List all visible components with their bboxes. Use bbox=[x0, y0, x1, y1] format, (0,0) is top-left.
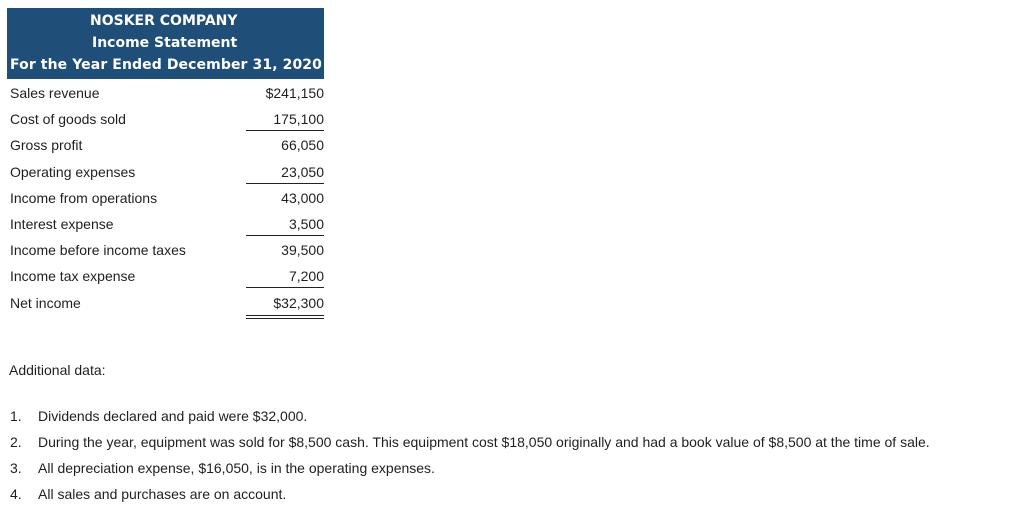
statement-title: Income Statement bbox=[92, 35, 238, 51]
note-item bbox=[10, 485, 930, 511]
row-amount: 66,050 bbox=[281, 137, 324, 154]
row-amount: 39,500 bbox=[281, 242, 324, 259]
statement-header bbox=[7, 8, 324, 79]
row-amount: 23,050 bbox=[281, 163, 324, 180]
additional-data-heading: Additional data: bbox=[9, 362, 106, 378]
note-item bbox=[10, 433, 930, 459]
note-item bbox=[10, 459, 930, 485]
note-number: 3. bbox=[10, 460, 22, 476]
row-label: Gross profit bbox=[10, 137, 83, 154]
statement-row bbox=[7, 131, 324, 157]
row-amount: $32,300 bbox=[273, 294, 324, 311]
note-number: 4. bbox=[10, 486, 22, 502]
note-text: All depreciation expense, $16,050, is in the operating expenses. bbox=[38, 460, 435, 476]
row-amount: 7,200 bbox=[288, 268, 324, 285]
row-amount: 43,000 bbox=[281, 189, 324, 206]
note-text: All sales and purchases are on account. bbox=[38, 486, 287, 502]
row-label: Cost of goods sold bbox=[10, 111, 126, 128]
statement-row bbox=[7, 236, 324, 262]
note-text: Dividends declared and paid were $32,000. bbox=[38, 408, 308, 424]
statement-rows bbox=[7, 79, 324, 315]
income-statement bbox=[7, 8, 324, 315]
statement-period: For the Year Ended December 31, 2020 bbox=[10, 57, 322, 73]
note-number: 1. bbox=[10, 408, 22, 424]
row-label: Interest expense bbox=[10, 215, 114, 232]
note-item bbox=[10, 407, 930, 433]
row-amount: $241,150 bbox=[265, 85, 324, 101]
row-amount: 3,500 bbox=[288, 215, 324, 232]
company-name: NOSKER COMPANY bbox=[90, 13, 238, 29]
row-label: Net income bbox=[10, 294, 81, 311]
statement-row bbox=[7, 105, 324, 131]
note-text: During the year, equipment was sold for $8,500 cash. This equipment cost $18,050 originally and had a book value of $8,500 at the time of sale. bbox=[38, 434, 930, 450]
statement-row bbox=[7, 262, 324, 288]
note-number: 2. bbox=[10, 434, 22, 450]
double-underline-rule bbox=[246, 315, 324, 316]
statement-row bbox=[7, 184, 324, 210]
double-underline-rule bbox=[246, 318, 324, 319]
row-label: Sales revenue bbox=[10, 85, 100, 101]
row-amount: 175,100 bbox=[273, 111, 324, 128]
additional-data-list bbox=[10, 407, 930, 511]
statement-row bbox=[7, 158, 324, 184]
statement-row bbox=[7, 79, 324, 105]
statement-row bbox=[7, 289, 324, 315]
statement-row bbox=[7, 210, 324, 236]
row-label: Income from operations bbox=[10, 189, 158, 206]
row-label: Income tax expense bbox=[10, 268, 136, 285]
row-label: Income before income taxes bbox=[10, 242, 186, 259]
row-label: Operating expenses bbox=[10, 163, 136, 180]
